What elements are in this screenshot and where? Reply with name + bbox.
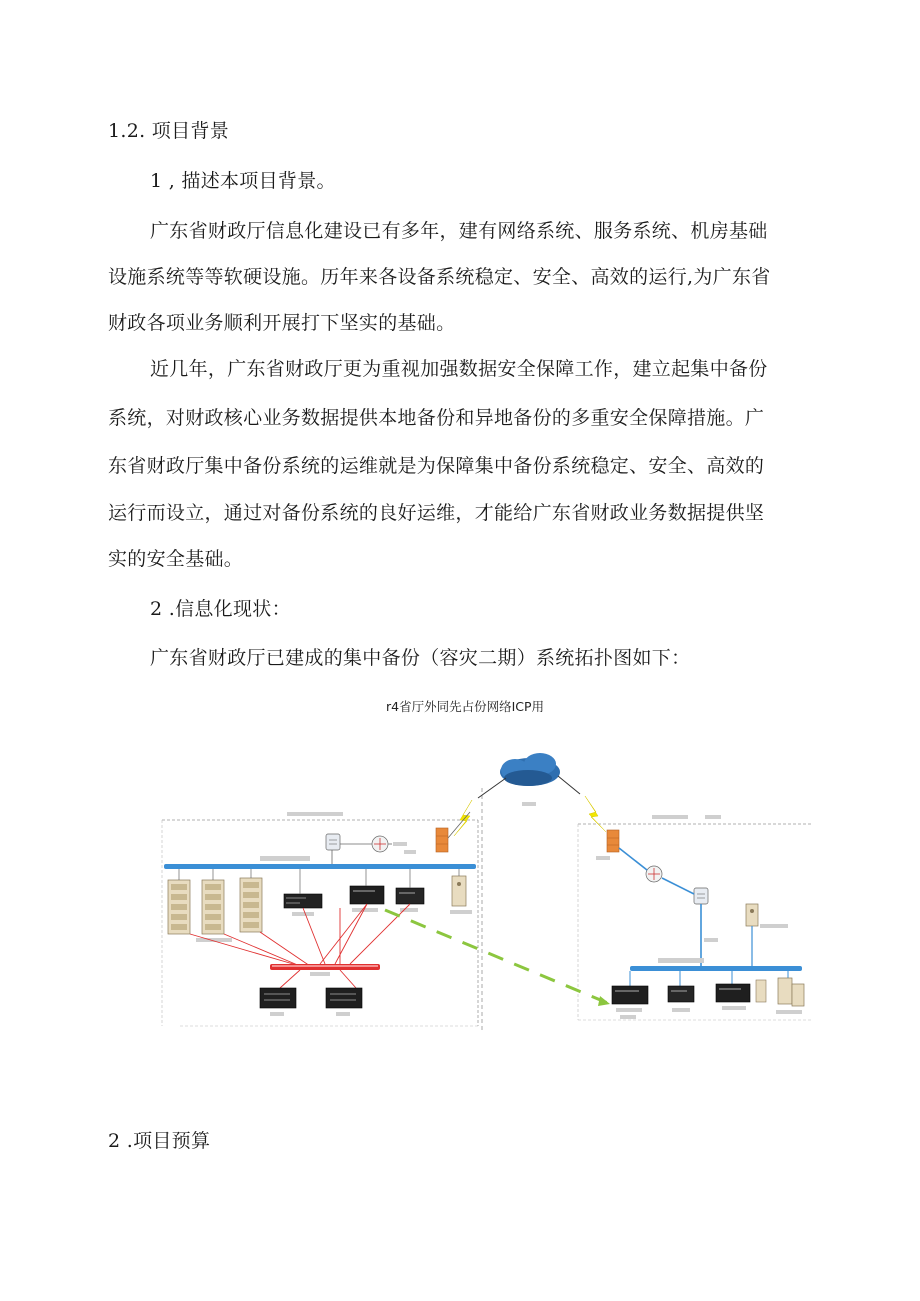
- backup-server-icon: [350, 886, 384, 904]
- left-network-bus: [164, 850, 476, 869]
- network-topology-diagram: [160, 748, 812, 1030]
- tape-library-icon: [396, 888, 424, 904]
- fc-san-switch: [270, 964, 380, 976]
- storage-array-icon: [326, 988, 362, 1016]
- storage-array-icon: [260, 988, 296, 1016]
- dr-backup-server-icon: [612, 986, 648, 1019]
- paragraph-line: 运行而设立，通过对备份系统的良好运维，才能给广东省财政业务数据提供坚: [108, 502, 765, 524]
- paragraph-line: 东省财政厅集中备份系统的运维就是为保障集中备份系统稳定、安全、高效的: [108, 455, 765, 477]
- lightning-link-left-icon: [454, 800, 472, 836]
- replication-link: [385, 910, 610, 1004]
- left-firewall-icon: [436, 828, 448, 852]
- section-heading-1-2: 1.2. 项目背景: [108, 120, 229, 142]
- management-server-icon: [452, 876, 466, 906]
- section-2-heading: 2 .项目预算: [108, 1130, 211, 1152]
- dr-tape-library-icon: [668, 986, 694, 1012]
- paragraph-line: 财政各项业务顺利开展打下坚实的基础。: [108, 312, 456, 334]
- paragraph-line: 广东省财政厅信息化建设已有多年，建有网络系统、服务系统、机房基础: [150, 220, 768, 242]
- figure-caption: r4省厅外同先占份网络ICP用: [386, 699, 545, 714]
- left-router-icon: [372, 836, 388, 852]
- dr-server-icon: [776, 978, 804, 1014]
- server-rack-icon: [240, 878, 262, 932]
- internet-cloud-icon: [500, 753, 560, 806]
- server-rack-icon: [202, 880, 224, 934]
- backup-management-server-icon: [746, 904, 788, 928]
- paragraph-line: 系统，对财政核心业务数据提供本地备份和异地备份的多重安全保障措施。广: [108, 407, 765, 429]
- server-rack-icon: [168, 880, 190, 934]
- paragraph-line: 实的安全基础。: [108, 548, 244, 570]
- right-firewall-icon: [607, 830, 619, 852]
- lightning-link-right-icon: [585, 796, 606, 832]
- right-router-icon: [646, 866, 662, 882]
- item-2-label: 2 .信息化现状：: [150, 598, 291, 620]
- paragraph-line: 设施系统等等软硬设施。历年来各设备系统稳定、安全、高效的运行,为广东省: [108, 266, 771, 288]
- right-switch-icon: [694, 888, 708, 904]
- dr-minicomputer-icon: [716, 980, 766, 1010]
- right-network-bus: [630, 958, 802, 971]
- left-switch-icon: [326, 834, 340, 850]
- paragraph-line: 近几年，广东省财政厅更为重视加强数据安全保障工作，建立起集中备份: [150, 358, 768, 380]
- minicomputer-icon: [284, 894, 322, 908]
- topology-intro: 广东省财政厅已建成的集中备份（容灾二期）系统拓扑图如下：: [150, 647, 691, 669]
- item-1-label: 1 , 描述本项目背景。: [150, 170, 336, 192]
